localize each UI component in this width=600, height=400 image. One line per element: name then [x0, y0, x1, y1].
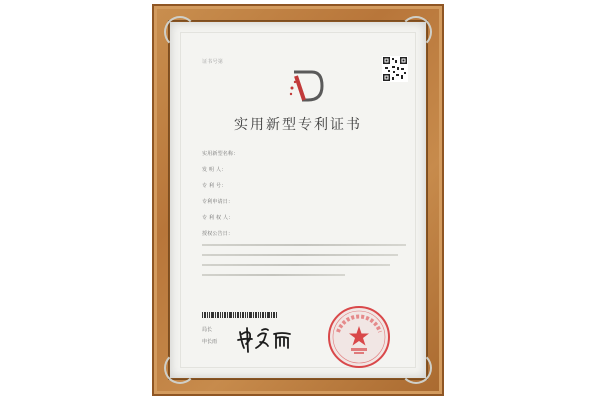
certificate-title: 实用新型专利证书 [234, 117, 362, 133]
field-label: 专 利 权 人： [202, 215, 234, 221]
corner-ornament [164, 16, 196, 48]
certificate-paper [170, 22, 426, 378]
field-label: 专利申请日： [202, 199, 234, 205]
certificate-body-paragraph [202, 244, 406, 284]
text-line [202, 264, 390, 266]
field-label: 专 利 号： [202, 183, 227, 189]
field-label: 发 明 人： [202, 167, 227, 173]
text-line [202, 254, 398, 256]
corner-ornament [164, 352, 196, 384]
text-line [202, 274, 345, 276]
corner-ornament [400, 16, 432, 48]
field-label: 实用新型名称： [202, 151, 239, 157]
field-announcement-date [202, 230, 233, 237]
handwritten-signature [236, 324, 306, 354]
wooden-picture-frame [152, 4, 444, 396]
qr-code-icon [382, 56, 408, 82]
field-label: 授权公告日： [202, 231, 234, 237]
cnipa-logo-icon [286, 66, 326, 106]
signature-title-label: 局长 [202, 327, 213, 333]
certificate-number-label: 证书号第 [202, 59, 224, 65]
certificate-number [202, 58, 223, 65]
field-patentee [202, 214, 233, 221]
official-seal-icon [326, 304, 392, 370]
signature-name-label: 申长雨 [202, 339, 218, 345]
field-utility-model-name [202, 150, 238, 157]
frame-inner-border [168, 20, 428, 380]
field-application-date [202, 198, 233, 205]
text-line [202, 244, 406, 246]
field-inventor [202, 166, 226, 173]
corner-ornament [400, 352, 432, 384]
field-patent-number [202, 182, 226, 189]
barcode-icon [202, 312, 278, 318]
